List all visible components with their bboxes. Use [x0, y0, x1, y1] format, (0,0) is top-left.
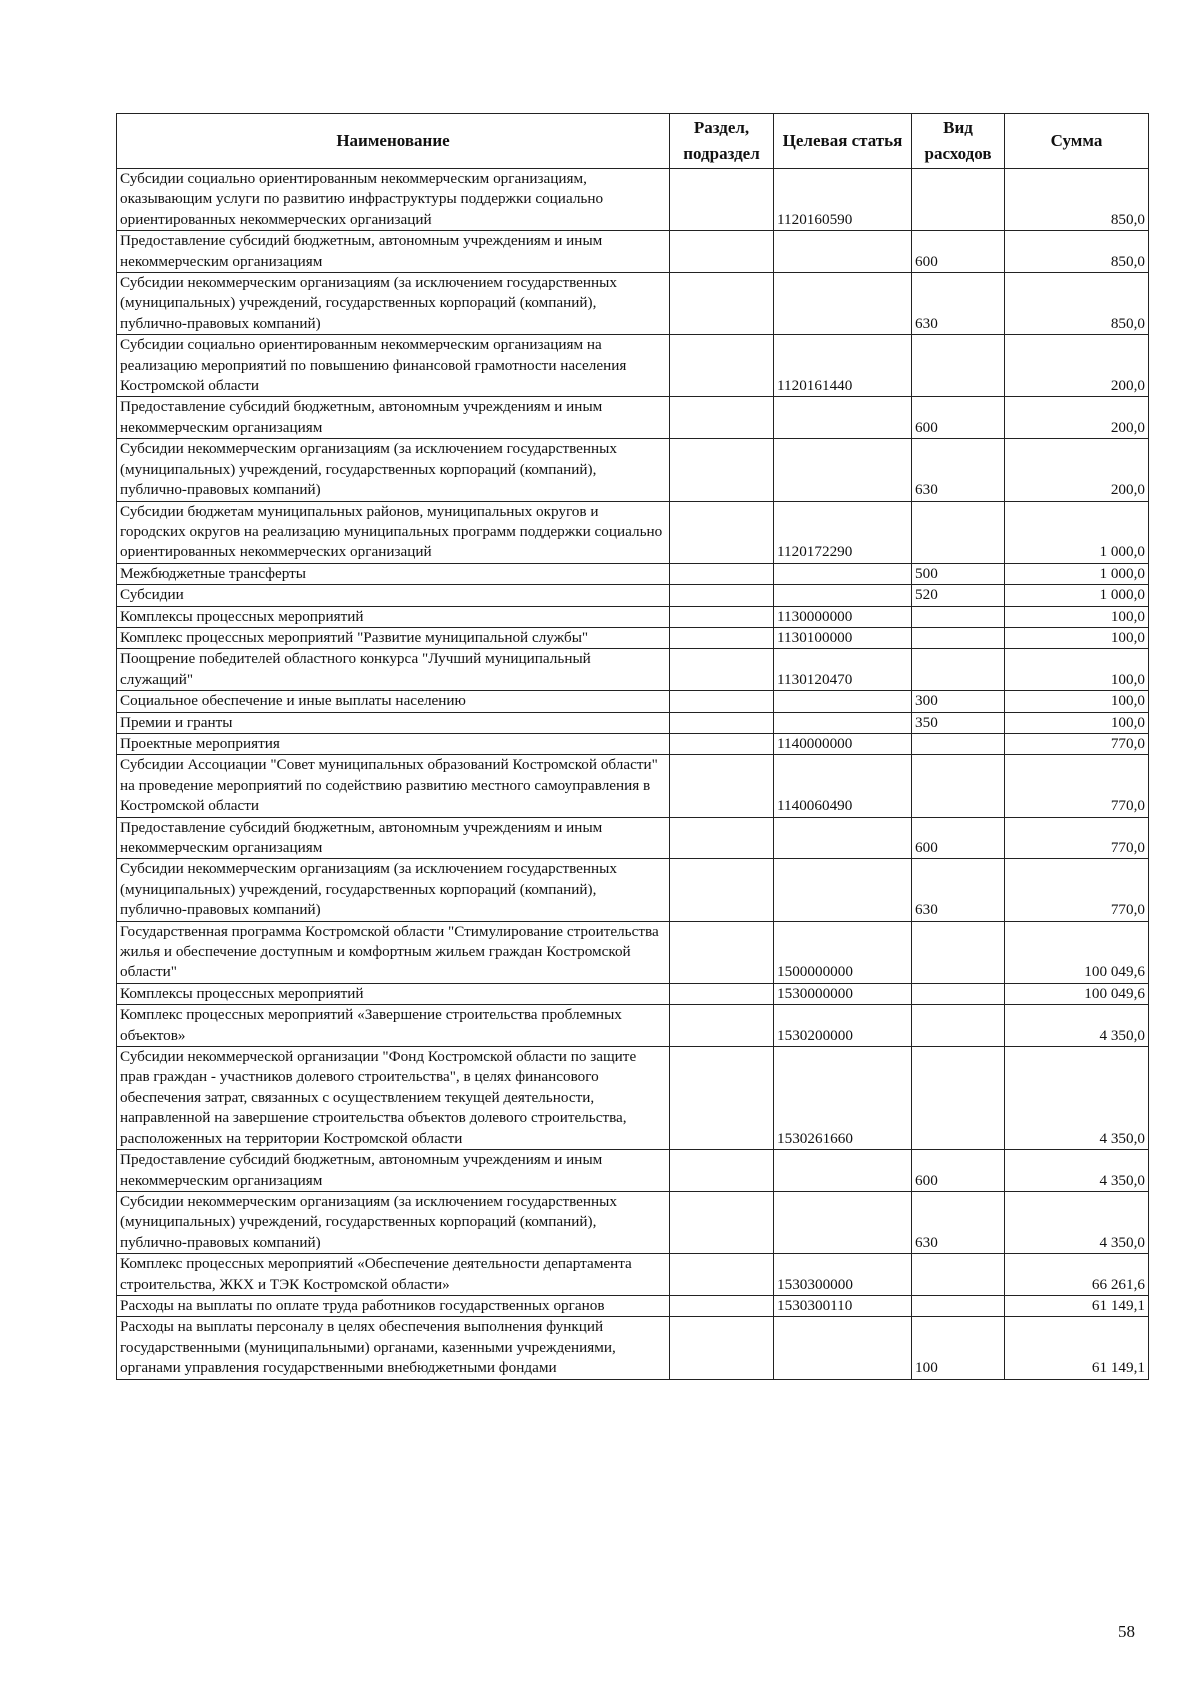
cell-section	[670, 606, 774, 627]
cell-sum: 770,0	[1005, 817, 1149, 859]
cell-section	[670, 983, 774, 1004]
cell-article	[774, 563, 912, 584]
cell-article	[774, 1150, 912, 1192]
cell-name: Предоставление субсидий бюджетным, автономным учреждениям и иным некоммерческим организациям	[117, 1150, 670, 1192]
cell-sum: 770,0	[1005, 733, 1149, 754]
cell-kind	[912, 1047, 1005, 1150]
cell-sum: 4 350,0	[1005, 1191, 1149, 1253]
cell-sum: 4 350,0	[1005, 1005, 1149, 1047]
cell-section	[670, 169, 774, 231]
table-row	[117, 1047, 1149, 1150]
cell-kind	[912, 169, 1005, 231]
cell-name: Субсидии некоммерческим организациям (за исключением государственных (муниципальных) учреждений, государственных корпораций (компаний), публично-правовых компаний)	[117, 273, 670, 335]
table-row	[117, 712, 1149, 733]
table-row	[117, 1295, 1149, 1316]
cell-section	[670, 627, 774, 648]
cell-name: Социальное обеспечение и иные выплаты населению	[117, 691, 670, 712]
cell-name: Субсидии некоммерческим организациям (за исключением государственных (муниципальных) учреждений, государственных корпораций (компаний), публично-правовых компаний)	[117, 1191, 670, 1253]
cell-article	[774, 712, 912, 733]
cell-article: 1120172290	[774, 501, 912, 563]
table-row	[117, 649, 1149, 691]
table-row	[117, 1191, 1149, 1253]
cell-kind: 500	[912, 563, 1005, 584]
cell-article	[774, 273, 912, 335]
cell-sum: 66 261,6	[1005, 1254, 1149, 1296]
header-article: Целевая статья	[774, 114, 912, 169]
cell-article: 1130120470	[774, 649, 912, 691]
cell-kind	[912, 1005, 1005, 1047]
cell-sum: 850,0	[1005, 231, 1149, 273]
cell-kind	[912, 755, 1005, 817]
cell-section	[670, 1191, 774, 1253]
cell-article	[774, 859, 912, 921]
cell-name: Комплексы процессных мероприятий	[117, 983, 670, 1004]
cell-sum: 1 000,0	[1005, 501, 1149, 563]
table-row	[117, 1254, 1149, 1296]
cell-kind: 600	[912, 1150, 1005, 1192]
cell-kind: 350	[912, 712, 1005, 733]
cell-article	[774, 231, 912, 273]
table-row	[117, 1317, 1149, 1379]
cell-name: Комплекс процессных мероприятий «Обеспечение деятельности департамента строительства, ЖКХ и ТЭК Костромской области»	[117, 1254, 670, 1296]
cell-name: Субсидии социально ориентированным некоммерческим организациям на реализацию мероприятий по повышению финансовой грамотности населения Костромской области	[117, 335, 670, 397]
table-row	[117, 606, 1149, 627]
header-sum: Сумма	[1005, 114, 1149, 169]
cell-kind: 100	[912, 1317, 1005, 1379]
cell-section	[670, 439, 774, 501]
cell-name: Субсидии социально ориентированным некоммерческим организациям, оказывающим услуги по развитию инфраструктуры поддержки социально ориентированных некоммерческих организаций	[117, 169, 670, 231]
cell-article: 1120161440	[774, 335, 912, 397]
cell-kind: 630	[912, 859, 1005, 921]
cell-sum: 850,0	[1005, 169, 1149, 231]
cell-section	[670, 1005, 774, 1047]
cell-kind	[912, 983, 1005, 1004]
cell-section	[670, 733, 774, 754]
header-section: Раздел, подраздел	[670, 114, 774, 169]
cell-article	[774, 1191, 912, 1253]
cell-article	[774, 817, 912, 859]
cell-section	[670, 563, 774, 584]
table-row	[117, 439, 1149, 501]
cell-kind	[912, 606, 1005, 627]
cell-kind	[912, 733, 1005, 754]
cell-name: Проектные мероприятия	[117, 733, 670, 754]
cell-name: Межбюджетные трансферты	[117, 563, 670, 584]
cell-section	[670, 1047, 774, 1150]
table-row	[117, 585, 1149, 606]
cell-article	[774, 1317, 912, 1379]
cell-section	[670, 501, 774, 563]
cell-section	[670, 1254, 774, 1296]
cell-section	[670, 817, 774, 859]
header-name: Наименование	[117, 114, 670, 169]
cell-sum: 1 000,0	[1005, 563, 1149, 584]
cell-section	[670, 273, 774, 335]
cell-article: 1530200000	[774, 1005, 912, 1047]
cell-section	[670, 755, 774, 817]
table-row	[117, 169, 1149, 231]
cell-kind: 520	[912, 585, 1005, 606]
cell-name: Предоставление субсидий бюджетным, автономным учреждениям и иным некоммерческим организациям	[117, 397, 670, 439]
cell-sum: 1 000,0	[1005, 585, 1149, 606]
table-row	[117, 397, 1149, 439]
table-row	[117, 733, 1149, 754]
header-kind: Вид расходов	[912, 114, 1005, 169]
cell-sum: 100 049,6	[1005, 921, 1149, 983]
cell-name: Субсидии	[117, 585, 670, 606]
table-row	[117, 755, 1149, 817]
cell-sum: 61 149,1	[1005, 1317, 1149, 1379]
cell-name: Комплекс процессных мероприятий "Развитие муниципальной службы"	[117, 627, 670, 648]
cell-section	[670, 585, 774, 606]
cell-sum: 4 350,0	[1005, 1047, 1149, 1150]
cell-article: 1530000000	[774, 983, 912, 1004]
cell-article	[774, 397, 912, 439]
cell-kind	[912, 649, 1005, 691]
table-row	[117, 859, 1149, 921]
cell-section	[670, 859, 774, 921]
cell-kind	[912, 1295, 1005, 1316]
cell-name: Комплекс процессных мероприятий «Завершение строительства проблемных объектов»	[117, 1005, 670, 1047]
cell-section	[670, 691, 774, 712]
cell-kind: 630	[912, 1191, 1005, 1253]
cell-article	[774, 439, 912, 501]
cell-article: 1130000000	[774, 606, 912, 627]
cell-kind	[912, 921, 1005, 983]
cell-name: Предоставление субсидий бюджетным, автономным учреждениям и иным некоммерческим организациям	[117, 231, 670, 273]
page-number: 58	[1118, 1622, 1135, 1641]
table-header-row	[117, 114, 1149, 169]
cell-section	[670, 712, 774, 733]
table-row	[117, 335, 1149, 397]
cell-sum: 770,0	[1005, 755, 1149, 817]
cell-name: Субсидии бюджетам муниципальных районов, муниципальных округов и городских округов на реализацию муниципальных программ поддержки социально ориентированных некоммерческих организаций	[117, 501, 670, 563]
cell-name: Премии и гранты	[117, 712, 670, 733]
cell-sum: 200,0	[1005, 397, 1149, 439]
table-row	[117, 627, 1149, 648]
cell-article: 1530300000	[774, 1254, 912, 1296]
cell-section	[670, 649, 774, 691]
table-row	[117, 501, 1149, 563]
cell-name: Предоставление субсидий бюджетным, автономным учреждениям и иным некоммерческим организациям	[117, 817, 670, 859]
cell-article: 1120160590	[774, 169, 912, 231]
cell-article: 1130100000	[774, 627, 912, 648]
cell-name: Субсидии Ассоциации "Совет муниципальных образований Костромской области" на проведение мероприятий по содействию развитию местного самоуправления в Костромской области	[117, 755, 670, 817]
cell-article: 1530300110	[774, 1295, 912, 1316]
cell-sum: 200,0	[1005, 335, 1149, 397]
cell-kind	[912, 627, 1005, 648]
cell-sum: 4 350,0	[1005, 1150, 1149, 1192]
cell-kind: 600	[912, 397, 1005, 439]
table-body	[117, 169, 1149, 1380]
cell-article: 1530261660	[774, 1047, 912, 1150]
cell-kind: 300	[912, 691, 1005, 712]
table-row	[117, 983, 1149, 1004]
cell-name: Государственная программа Костромской области "Стимулирование строительства жилья и обеспечение доступным и комфортным жильем граждан Костромской области"	[117, 921, 670, 983]
cell-article: 1500000000	[774, 921, 912, 983]
table-row	[117, 231, 1149, 273]
cell-kind: 600	[912, 817, 1005, 859]
cell-name: Расходы на выплаты персоналу в целях обеспечения выполнения функций государственными (муниципальными) органами, казенными учреждениями, органами управления государственными внебюджетными фондами	[117, 1317, 670, 1379]
cell-kind: 630	[912, 439, 1005, 501]
cell-sum: 100 049,6	[1005, 983, 1149, 1004]
cell-section	[670, 1150, 774, 1192]
cell-sum: 100,0	[1005, 627, 1149, 648]
table-row	[117, 1150, 1149, 1192]
cell-sum: 100,0	[1005, 712, 1149, 733]
cell-kind: 630	[912, 273, 1005, 335]
table-row	[117, 691, 1149, 712]
cell-article: 1140000000	[774, 733, 912, 754]
table-row	[117, 817, 1149, 859]
cell-section	[670, 335, 774, 397]
cell-sum: 100,0	[1005, 606, 1149, 627]
cell-sum: 100,0	[1005, 691, 1149, 712]
cell-section	[670, 921, 774, 983]
cell-section	[670, 1295, 774, 1316]
cell-kind	[912, 335, 1005, 397]
table-row	[117, 921, 1149, 983]
cell-kind	[912, 501, 1005, 563]
cell-name: Расходы на выплаты по оплате труда работников государственных органов	[117, 1295, 670, 1316]
cell-name: Субсидии некоммерческой организации "Фонд Костромской области по защите прав граждан - участников долевого строительства", в целях финансового обеспечения затрат, связанных с осуществлением текущей деятельности, направленной на завершение строительства объектов долевого строительства, расположенных на территории Костромской области	[117, 1047, 670, 1150]
cell-name: Субсидии некоммерческим организациям (за исключением государственных (муниципальных) учреждений, государственных корпораций (компаний), публично-правовых компаний)	[117, 859, 670, 921]
cell-article	[774, 691, 912, 712]
cell-kind: 600	[912, 231, 1005, 273]
cell-name: Комплексы процессных мероприятий	[117, 606, 670, 627]
cell-name: Поощрение победителей областного конкурса "Лучший муниципальный служащий"	[117, 649, 670, 691]
cell-sum: 850,0	[1005, 273, 1149, 335]
table-row	[117, 563, 1149, 584]
cell-sum: 770,0	[1005, 859, 1149, 921]
cell-article	[774, 585, 912, 606]
table-row	[117, 1005, 1149, 1047]
budget-table	[116, 113, 1149, 1380]
cell-section	[670, 231, 774, 273]
cell-sum: 200,0	[1005, 439, 1149, 501]
cell-kind	[912, 1254, 1005, 1296]
cell-sum: 100,0	[1005, 649, 1149, 691]
cell-section	[670, 397, 774, 439]
cell-sum: 61 149,1	[1005, 1295, 1149, 1316]
cell-article: 1140060490	[774, 755, 912, 817]
cell-name: Субсидии некоммерческим организациям (за исключением государственных (муниципальных) учреждений, государственных корпораций (компаний), публично-правовых компаний)	[117, 439, 670, 501]
table-row	[117, 273, 1149, 335]
cell-section	[670, 1317, 774, 1379]
